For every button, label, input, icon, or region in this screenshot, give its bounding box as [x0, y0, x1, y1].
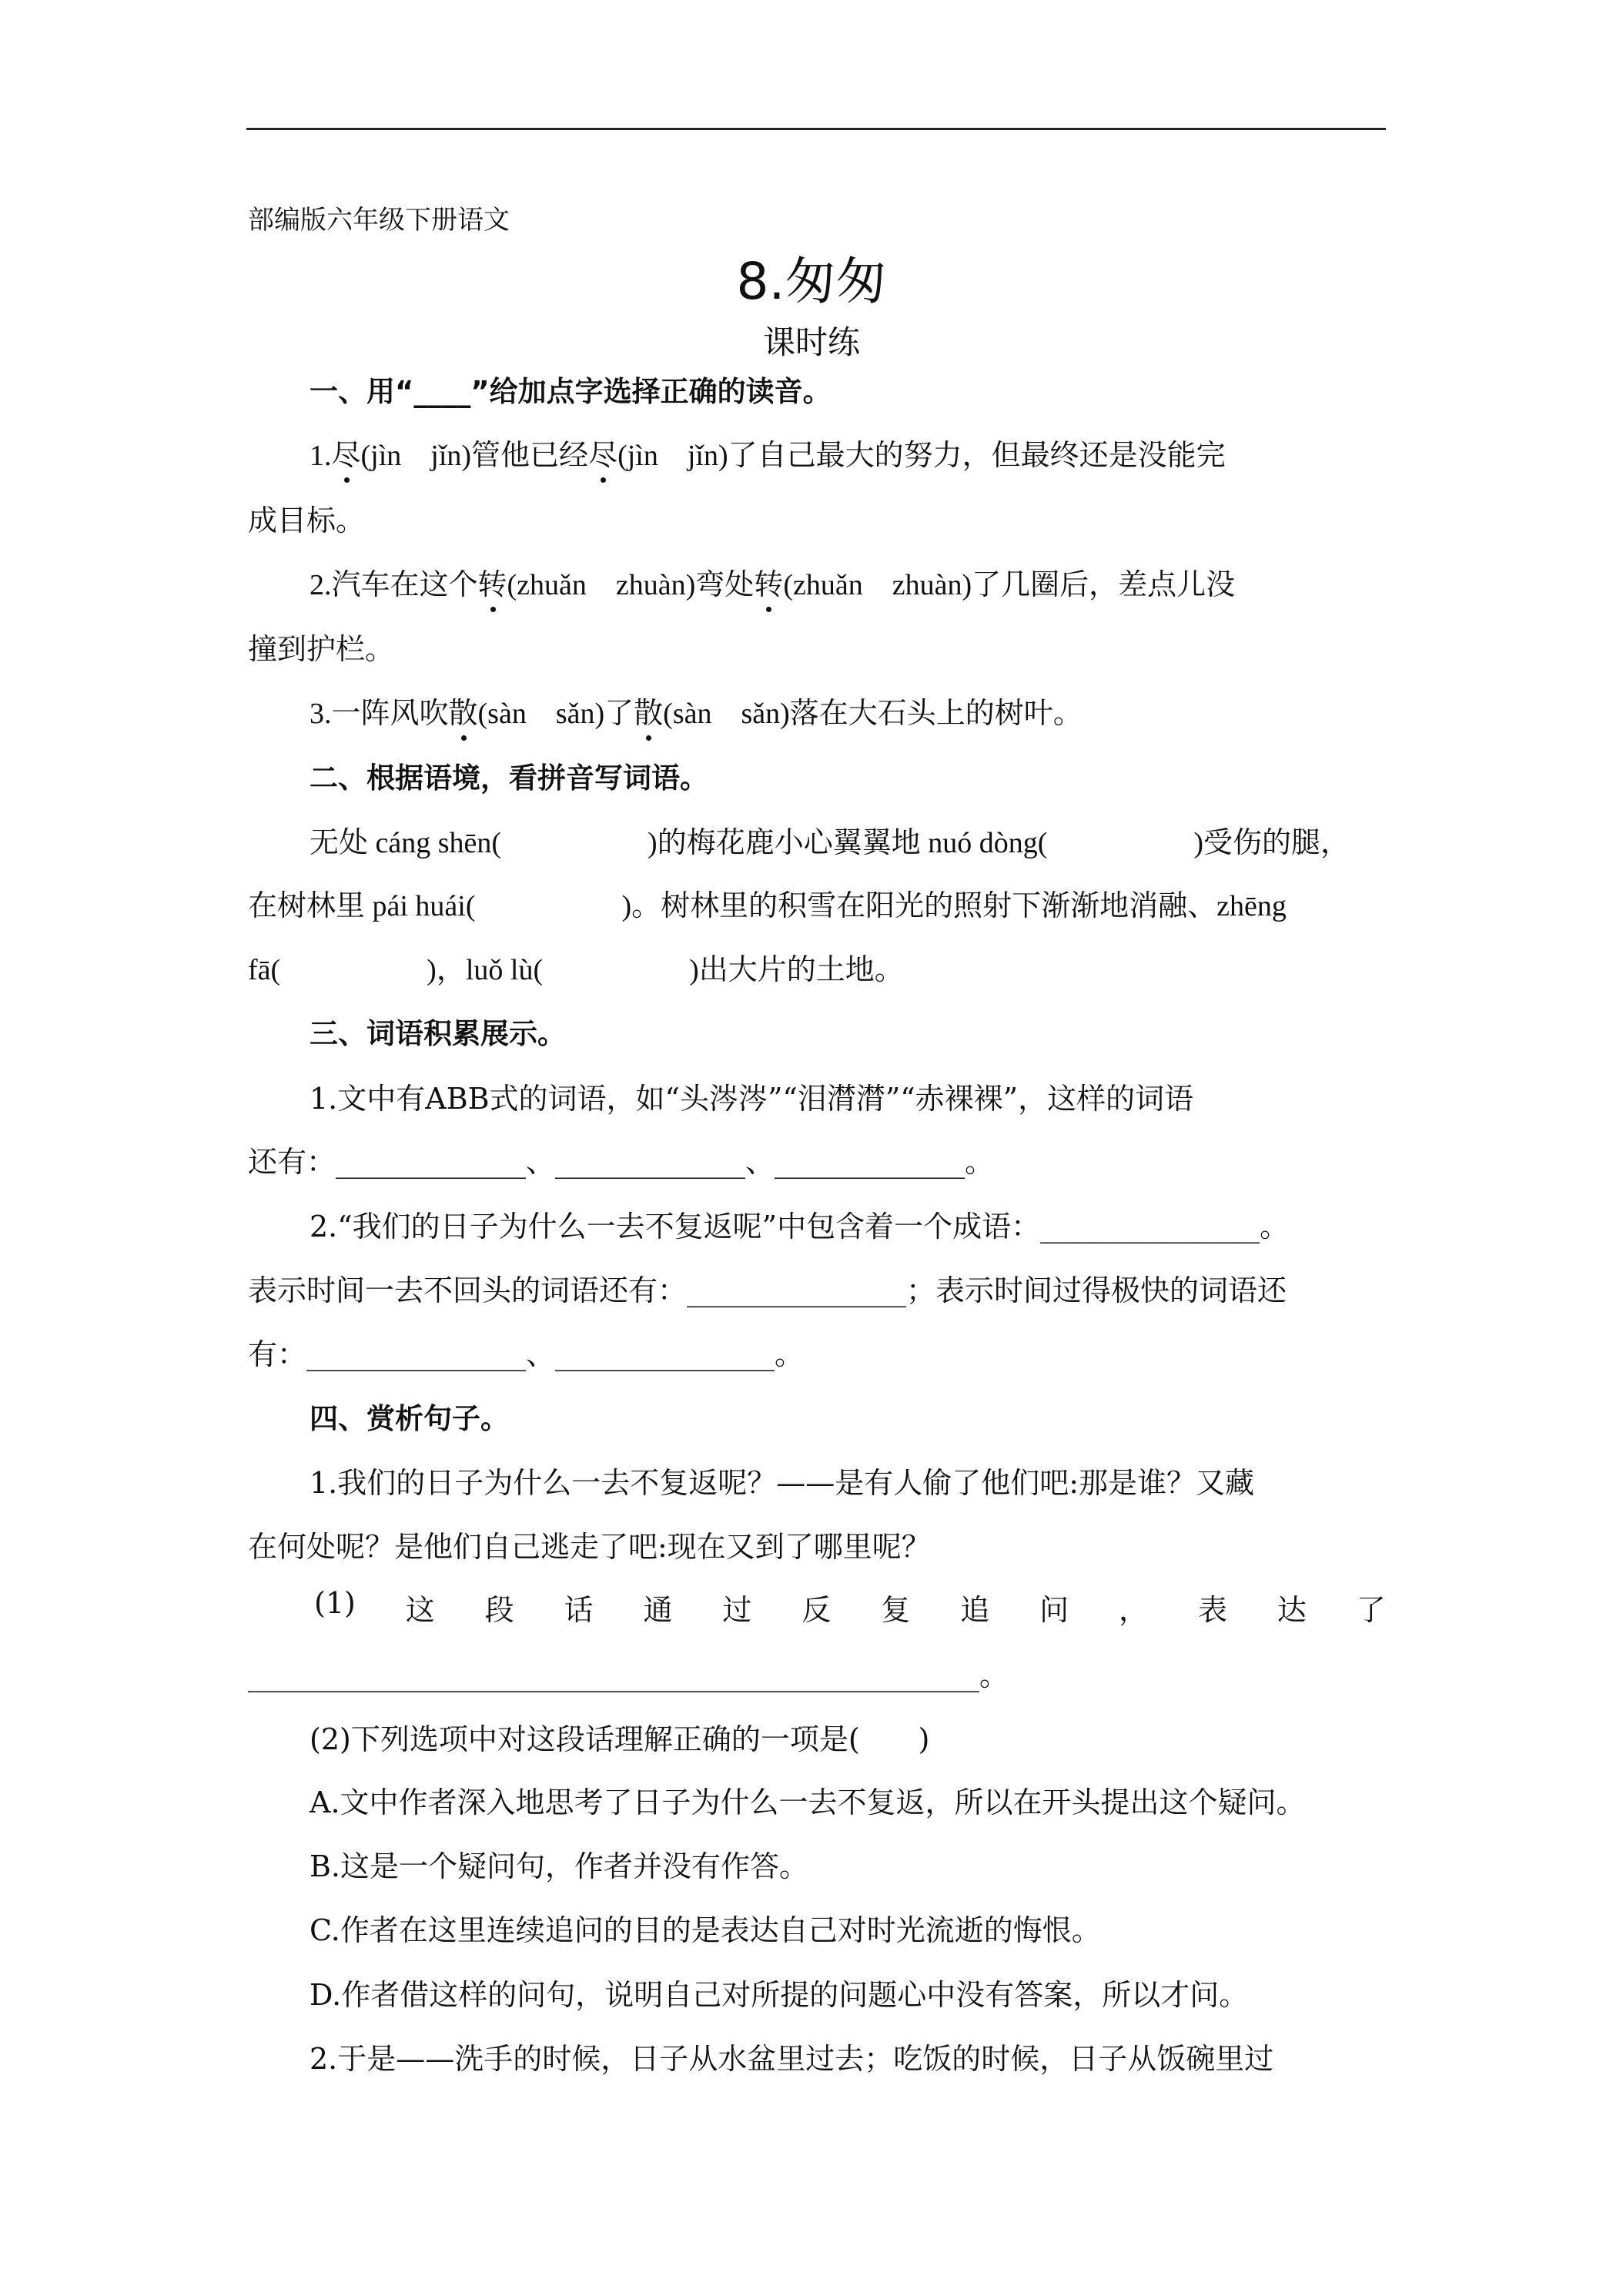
s4-sub1-line: [314, 1586, 1386, 1628]
s1-q2-line2: 撞到护栏。: [248, 632, 395, 666]
s1-q3-line: 3.一阵风吹散(sàn sǎn)了散(sàn sǎn)落在大石头上的树叶。: [310, 689, 1083, 731]
s4-sub2: (2)下列选项中对这段话理解正确的一项是( ): [310, 1722, 930, 1756]
sub1-char: 达: [1277, 1593, 1307, 1627]
sub1-char: 问: [1039, 1593, 1069, 1627]
sub1-char: (1): [314, 1586, 356, 1620]
sub1-char: 段: [484, 1593, 514, 1627]
s1-q2-line1: 2.汽车在这个转(zhuǎn zhuàn)弯处转(zhuǎn zhuàn)了几圈后，差点儿没: [310, 561, 1235, 603]
sub1-char: 追: [960, 1593, 990, 1627]
s4-q1-line1: 1.我们的日子为什么一去不复返呢？——是有人偷了他们吧:那是谁？又藏: [310, 1466, 1255, 1500]
s1-q1-line2: 成目标。: [248, 504, 366, 537]
page-subtitle: 课时练: [762, 323, 860, 361]
s4-option-c: C.作者在这里连续追问的目的是表达自己对时光流逝的悔恨。: [310, 1913, 1101, 1947]
dotted-char: 转: [754, 561, 783, 603]
s3-q1-line2: 还有：_____________、_____________、_____________。: [248, 1145, 995, 1179]
s4-option-d: D.作者借这样的问句，说明自己对所提的问题心中没有答案，所以才问。: [310, 1978, 1249, 2012]
dotted-char: 尽: [588, 431, 617, 474]
section1-heading: 一、用“____”给加点字选择正确的读音。: [310, 375, 832, 408]
s4-option-b: B.这是一个疑问句，作者并没有作答。: [310, 1849, 809, 1883]
sub1-char: 过: [722, 1593, 752, 1627]
s2-line1: 无处 cáng shēn( )的梅花鹿小心翼翼地 nuó dòng( )受伤的腿，: [310, 827, 1350, 859]
s4-option-a: A.文中作者深入地思考了日子为什么一去不复返，所以在开头提出这个疑问。: [310, 1786, 1306, 1819]
s2-line2: 在树林里 pái huái( )。树林里的积雪在阳光的照射下渐渐地消融、zhēng: [248, 890, 1287, 922]
sub1-char: 通: [643, 1593, 673, 1627]
sub1-char: 话: [564, 1593, 594, 1627]
sub1-char: 反: [801, 1593, 832, 1627]
dotted-char: 转: [478, 561, 507, 603]
top-rule: [246, 128, 1386, 130]
sub1-char: 这: [405, 1593, 435, 1627]
dotted-char: 尽: [332, 431, 361, 474]
page-title: 8.匆匆: [736, 252, 887, 311]
s4-sub1-blank: __________________________________________________。: [248, 1658, 1009, 1692]
s4-q2-line1: 2.于是——洗手的时候，日子从水盆里过去；吃饭的时候，日子从饭碗里过: [310, 2042, 1274, 2076]
section3-heading: 三、词语积累展示。: [310, 1017, 566, 1050]
s3-q2-line2: 表示时间一去不回头的词语还有：_______________；表示时间过得极快的词语还: [248, 1274, 1287, 1307]
sub1-char: 表: [1197, 1593, 1227, 1627]
sub1-char: 复: [881, 1593, 911, 1627]
s2-line3: fā( )，luǒ lù( )出大片的土地。: [248, 954, 904, 986]
s3-q2-line3: 有：_______________、_______________。: [248, 1337, 805, 1371]
s1-q1-line1: 1.尽(jìn jǐn)管他已经尽(jìn jǐn)了自己最大的努力，但最终还是没能完: [310, 431, 1226, 474]
s4-q1-line2: 在何处呢？是他们自己逃走了吧:现在又到了哪里呢？: [248, 1530, 931, 1564]
s3-q2-line1: 2.“我们的日子为什么一去不复返呢”中包含着一个成语：_______________。: [310, 1210, 1290, 1243]
s3-q1-line1: 1.文中有ABB式的词语，如“头涔涔”“泪潸潸”“赤裸裸”，这样的词语: [310, 1082, 1194, 1116]
dotted-char: 散: [449, 689, 478, 731]
doc-header: 部编版六年级下册语文: [248, 205, 510, 236]
sub1-char: ，: [1119, 1593, 1149, 1627]
sub1-char: 了: [1356, 1593, 1386, 1627]
section4-heading: 四、赏析句子。: [310, 1402, 509, 1435]
section2-heading: 二、根据语境，看拼音写词语。: [310, 761, 708, 795]
dotted-char: 散: [634, 689, 663, 731]
